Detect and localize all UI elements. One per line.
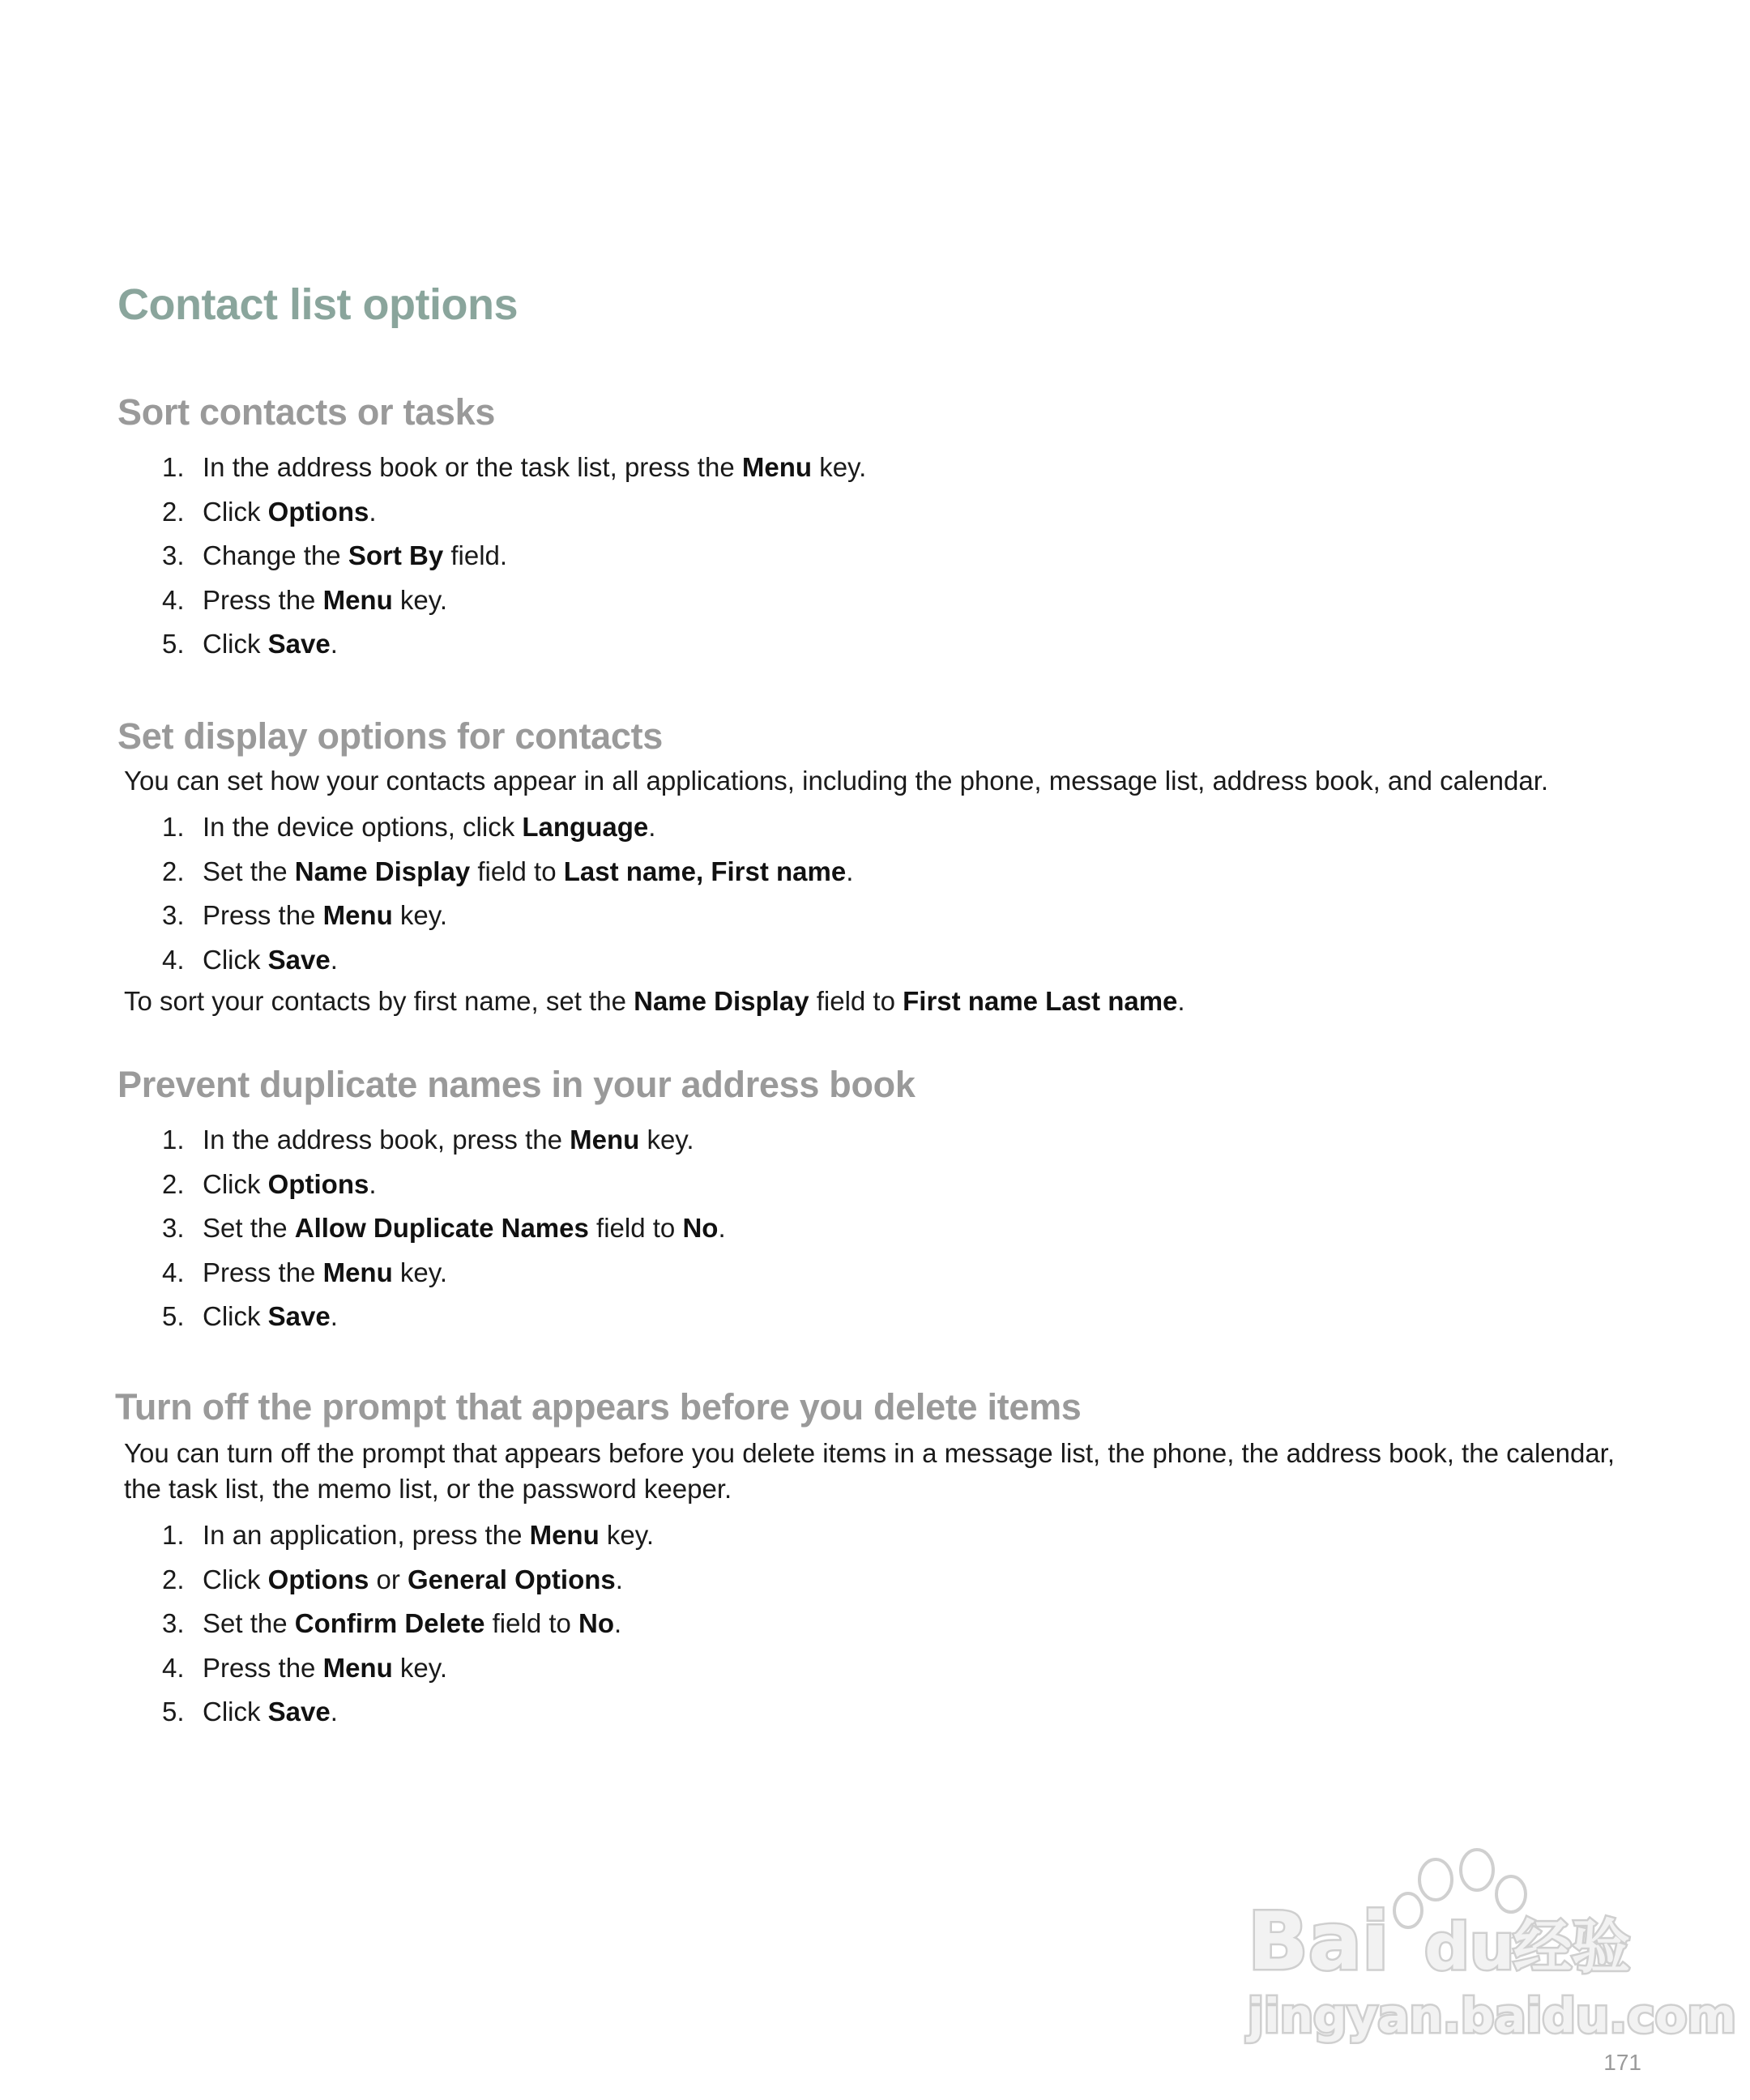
text-run: Press the: [203, 1257, 323, 1287]
bold-term: Name Display: [294, 856, 471, 886]
text-run: .: [369, 496, 377, 527]
bold-term: First name Last name: [903, 986, 1178, 1016]
bold-term: Allow Duplicate Names: [294, 1213, 589, 1243]
step-number: 5.: [162, 1301, 185, 1331]
bold-term: Menu: [322, 584, 393, 615]
watermark-brand-left: Bai: [1248, 1896, 1389, 1988]
text-run: In the device options, click: [203, 812, 523, 842]
steps-list: [117, 1118, 1657, 1339]
text-run: Click: [203, 629, 268, 659]
text-run: .: [330, 629, 338, 659]
step-number: 1.: [162, 452, 185, 482]
text-run: key.: [392, 1257, 447, 1287]
section-heading: Turn off the prompt that appears before you delete items: [115, 1386, 1082, 1428]
step-item: [117, 805, 1657, 850]
text-run: key.: [392, 1652, 447, 1683]
text-run: .: [718, 1213, 726, 1243]
step-item: [117, 1690, 1657, 1735]
step-number: 5.: [162, 629, 185, 659]
baidu-watermark-logo: [1248, 1847, 1736, 2050]
text-run: Click: [203, 1564, 268, 1594]
section-prevent-duplicates: [117, 1061, 1657, 1339]
text-run: field to: [588, 1213, 683, 1243]
text-run: or: [369, 1564, 408, 1594]
step-number: 2.: [162, 1168, 185, 1199]
steps-list: [117, 1513, 1657, 1735]
text-run: Set the: [203, 1213, 295, 1243]
bold-term: Save: [267, 629, 331, 659]
bold-term: Name Display: [634, 986, 809, 1016]
step-item: [117, 1646, 1657, 1691]
step-item: [117, 578, 1657, 623]
text-run: Click: [203, 1697, 268, 1727]
text-run: .: [846, 856, 854, 886]
page-title: Contact list options: [117, 280, 518, 329]
text-run: .: [615, 1564, 623, 1594]
bold-term: Options: [267, 1564, 369, 1594]
bold-term: Language: [522, 812, 649, 842]
bold-term: Sort By: [348, 540, 444, 570]
bold-term: Options: [267, 1168, 369, 1199]
text-run: .: [369, 1168, 377, 1199]
watermark-cn: 经验: [1513, 1913, 1631, 1981]
step-number: 2.: [162, 496, 185, 527]
text-run: .: [1177, 986, 1185, 1016]
step-item: [117, 1558, 1657, 1603]
bold-term: Options: [267, 496, 369, 527]
bold-term: Save: [267, 1301, 331, 1331]
text-run: Click: [203, 496, 268, 527]
bold-term: No: [682, 1213, 719, 1243]
text-run: field.: [443, 540, 508, 570]
text-run: In the address book or the task list, press the: [203, 452, 742, 482]
text-run: .: [330, 944, 338, 975]
bold-term: Menu: [322, 900, 393, 930]
step-number: 4.: [162, 944, 185, 975]
step-item: [117, 622, 1657, 667]
step-number: 3.: [162, 540, 185, 570]
section-note: [124, 984, 1657, 1019]
step-number: 5.: [162, 1697, 185, 1727]
bold-term: Menu: [322, 1652, 393, 1683]
text-run: key.: [812, 452, 867, 482]
step-number: 4.: [162, 1257, 185, 1287]
text-run: .: [330, 1301, 338, 1331]
steps-list: [117, 805, 1657, 982]
text-run: Change the: [203, 540, 348, 570]
bold-term: Menu: [322, 1257, 393, 1287]
step-number: 4.: [162, 584, 185, 615]
bold-term: Menu: [570, 1125, 640, 1155]
text-run: field to: [470, 856, 564, 886]
watermark-brand-right: du: [1424, 1911, 1515, 1984]
text-run: .: [330, 1697, 338, 1727]
step-item: [117, 1295, 1657, 1339]
bold-term: Save: [267, 1697, 331, 1727]
text-run: In an application, press the: [203, 1520, 530, 1550]
bold-term: General Options: [408, 1564, 616, 1594]
bold-term: Last name, First name: [563, 856, 847, 886]
step-number: 3.: [162, 1213, 185, 1243]
text-run: Click: [203, 1168, 268, 1199]
step-item: [117, 1513, 1657, 1558]
text-run: .: [648, 812, 656, 842]
text-run: field to: [484, 1608, 579, 1638]
text-run: Click: [203, 944, 268, 975]
section-sort-contacts: [117, 389, 1657, 667]
step-item: [117, 1163, 1657, 1207]
bold-term: Menu: [741, 452, 813, 482]
text-run: To sort your contacts by first name, set the: [124, 986, 634, 1016]
step-number: 2.: [162, 1564, 185, 1594]
step-number: 2.: [162, 856, 185, 886]
step-item: [117, 490, 1657, 535]
step-number: 1.: [162, 812, 185, 842]
step-item: [117, 446, 1657, 490]
step-item: [117, 1206, 1657, 1251]
text-run: field to: [809, 986, 903, 1016]
section-intro: You can set how your contacts appear in all applications, including the phone, message list, address book, and calendar.: [124, 766, 1549, 796]
text-run: key.: [639, 1125, 694, 1155]
text-run: Press the: [203, 584, 323, 615]
text-run: Click: [203, 1301, 268, 1331]
section-heading: Prevent duplicate names in your address book: [117, 1064, 916, 1105]
step-item: [117, 534, 1657, 578]
step-item: [117, 1118, 1657, 1163]
text-run: Press the: [203, 900, 323, 930]
section-intro: You can turn off the prompt that appears before you delete items in a message list, the phone, the address book, the calendar, the task list, the memo list, or the password keeper.: [124, 1438, 1616, 1504]
section-heading: Set display options for contacts: [117, 715, 664, 757]
watermark-url: jingyan.baidu.com: [1248, 1988, 1736, 2043]
step-number: 1.: [162, 1125, 185, 1155]
text-run: In the address book, press the: [203, 1125, 570, 1155]
steps-list: [117, 446, 1657, 667]
step-item: [117, 1251, 1657, 1295]
step-item: [117, 894, 1657, 938]
step-item: [117, 1602, 1657, 1646]
text-run: Press the: [203, 1652, 323, 1683]
text-run: key.: [599, 1520, 655, 1550]
bold-term: Menu: [529, 1520, 600, 1550]
text-run: key.: [392, 584, 447, 615]
step-item: [117, 938, 1657, 983]
text-run: Set the: [203, 1608, 295, 1638]
bold-term: Confirm Delete: [294, 1608, 485, 1638]
step-number: 3.: [162, 900, 185, 930]
step-number: 3.: [162, 1608, 185, 1638]
step-number: 4.: [162, 1652, 185, 1683]
bold-term: No: [578, 1608, 615, 1638]
section-display-options: [117, 713, 1657, 1019]
section-heading: Sort contacts or tasks: [117, 391, 496, 433]
bold-term: Save: [267, 944, 331, 975]
text-run: Set the: [203, 856, 295, 886]
page-number: 171: [1603, 2050, 1641, 2075]
section-turn-off-prompt: [117, 1384, 1657, 1735]
step-item: [117, 850, 1657, 894]
step-number: 1.: [162, 1520, 185, 1550]
text-run: key.: [392, 900, 447, 930]
text-run: .: [614, 1608, 622, 1638]
